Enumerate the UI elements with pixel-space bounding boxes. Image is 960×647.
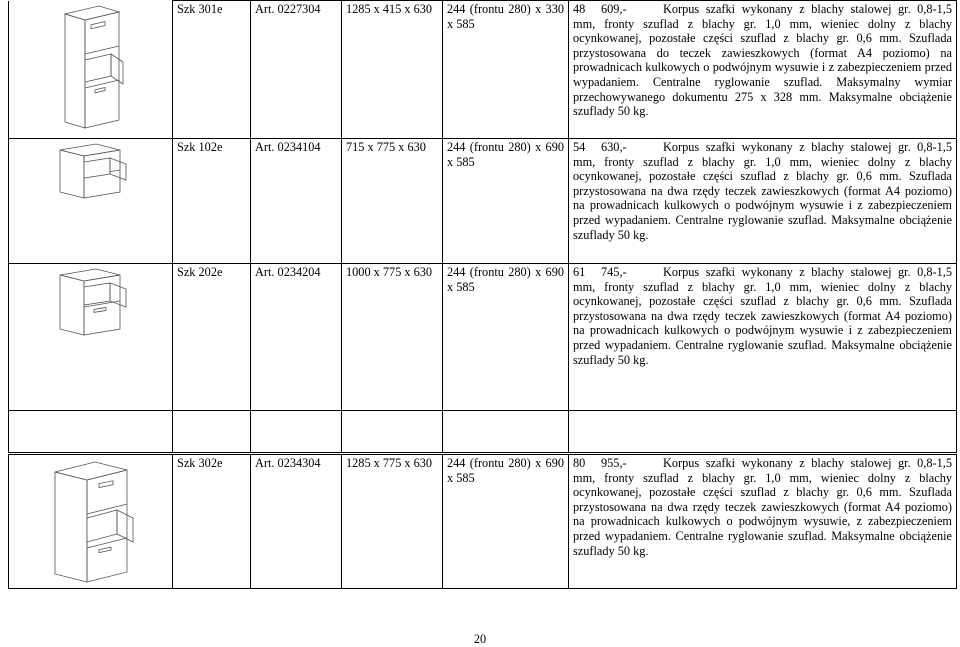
dimensions: 1285 x 415 x 630 <box>346 2 433 16</box>
filing-cabinet-2-drawer-tall-icon <box>46 267 136 339</box>
description-text: Korpus szafki wykonany z blachy stalowej gr. 0,8-1,5 mm, fronty szuflad z blachy gr. 1,0 mm, wieniec dolny z blachy ocynkowanej, pozostałe części szuflad z blachy gr. 0,6 mm. Szuflada przystosowana na dwa rzędy teczek zawieszkowych (format A4 poziomo) na prowadnicach kulkowych o podwójnym wysuwie, z zabezpieczeniem przed wypadaniem. Centralne ryglowanie szuflad. Maksymalne obciążenie szuflady 50 kg. <box>573 456 952 558</box>
dimensions: 715 x 775 x 630 <box>346 140 426 154</box>
art-cell <box>251 139 342 264</box>
inner-dims-cell <box>443 1 569 139</box>
filing-cabinet-2-drawer-icon <box>46 142 136 202</box>
dimensions: 1000 x 775 x 630 <box>346 265 433 279</box>
model-cell <box>173 139 251 264</box>
filing-cabinet-3-drawer-icon <box>51 4 131 132</box>
dims-cell <box>342 1 443 139</box>
product-table-bottom <box>8 454 957 589</box>
model-cell <box>173 264 251 411</box>
drawer-dimensions: 244 (frontu 280) x 690 x 585 <box>447 140 564 169</box>
model-name: Szk 302e <box>177 456 223 470</box>
price: 630,- <box>601 140 627 154</box>
qty-price <box>573 265 663 279</box>
product-row-szk-302e <box>9 455 957 589</box>
article-number: Art. 0234204 <box>255 265 321 279</box>
article-number: Art. 0234104 <box>255 140 321 154</box>
product-row-szk-301e <box>9 1 957 139</box>
inner-dims-cell <box>443 139 569 264</box>
product-image-cell <box>9 455 173 589</box>
price: 609,- <box>601 2 627 16</box>
model-name: Szk 202e <box>177 265 223 279</box>
price: 745,- <box>601 265 627 279</box>
dims-cell <box>342 264 443 411</box>
description-text: Korpus szafki wykonany z blachy stalowej gr. 0,8-1,5 mm, fronty szuflad z blachy gr. 1,0 mm, wieniec dolny z blachy ocynkowanej, pozostałe części szuflad z blachy gr. 0,6 mm. Szuflada przystosowana do teczek zawieszkowych (format A4 poziomo) na prowadnicach kulkowych o podwójnym wysuwie i z zabezpieczeniem przed wypadaniem. Centralne ryglowanie szuflad. Maksymalny wymiar przechowywanego dokumentu 275 x 328 mm. Maksymalne obciążenie szuflady 50 kg. <box>573 2 952 119</box>
quantity: 48 <box>573 2 586 16</box>
model-name: Szk 102e <box>177 140 223 154</box>
quantity: 80 <box>573 456 586 470</box>
qty-price <box>573 456 663 470</box>
drawer-dimensions: 244 (frontu 280) x 330 x 585 <box>447 2 564 31</box>
article-number: Art. 0227304 <box>255 2 321 16</box>
model-name: Szk 301e <box>177 2 223 16</box>
description-cell <box>569 455 957 589</box>
dims-cell <box>342 455 443 589</box>
product-image-cell <box>9 264 173 411</box>
drawer-dimensions: 244 (frontu 280) x 690 x 585 <box>447 265 564 294</box>
description-cell <box>569 139 957 264</box>
description-cell <box>569 264 957 411</box>
model-cell <box>173 1 251 139</box>
dims-cell <box>342 139 443 264</box>
quantity: 61 <box>573 265 586 279</box>
description-text: Korpus szafki wykonany z blachy stalowej gr. 0,8-1,5 mm, fronty szuflad z blachy gr. 1,0 mm, wieniec dolny z blachy ocynkowanej, pozostałe części szuflad z blachy gr. 0,6 mm. Szuflada przystosowana na dwa rzędy teczek zawieszkowych (format A4 poziomo) na prowadnicach kulkowych o podwójnym wysuwie i z zabezpieczeniem przed wypadaniem. Centralne ryglowanie szuflad. Maksymalne obciążenie szuflady 50 kg. <box>573 140 952 242</box>
art-cell <box>251 1 342 139</box>
art-cell <box>251 264 342 411</box>
quantity: 54 <box>573 140 586 154</box>
product-table-top <box>8 0 957 453</box>
drawer-dimensions: 244 (frontu 280) x 690 x 585 <box>447 456 564 485</box>
page-number: 20 <box>473 632 487 646</box>
product-row-szk-202e <box>9 264 957 411</box>
dimensions: 1285 x 775 x 630 <box>346 456 433 470</box>
qty-price <box>573 2 663 16</box>
product-image-cell <box>9 139 173 264</box>
article-number: Art. 0234304 <box>255 456 321 470</box>
filing-cabinet-3-drawer-wide-icon <box>41 458 141 586</box>
inner-dims-cell <box>443 264 569 411</box>
description-cell <box>569 1 957 139</box>
art-cell <box>251 455 342 589</box>
product-row-szk-102e <box>9 139 957 264</box>
description-text: Korpus szafki wykonany z blachy stalowej gr. 0,8-1,5 mm, fronty szuflad z blachy gr. 1,0 mm, wieniec dolny z blachy ocynkowanej, pozostałe części szuflad z blachy gr. 0,6 mm. Szuflada przystosowana na dwa rzędy teczek zawieszkowych (format A4 poziomo) na prowadnicach kulkowych o podwójnym wysuwie i z zabezpieczeniem przed wypadaniem. Centralne ryglowanie szuflad. Maksymalne obciążenie szuflady 50 kg. <box>573 265 952 367</box>
product-image-cell <box>9 1 173 139</box>
qty-price <box>573 140 663 154</box>
model-cell <box>173 455 251 589</box>
price: 955,- <box>601 456 627 470</box>
empty-spacer-row <box>9 411 957 453</box>
inner-dims-cell <box>443 455 569 589</box>
